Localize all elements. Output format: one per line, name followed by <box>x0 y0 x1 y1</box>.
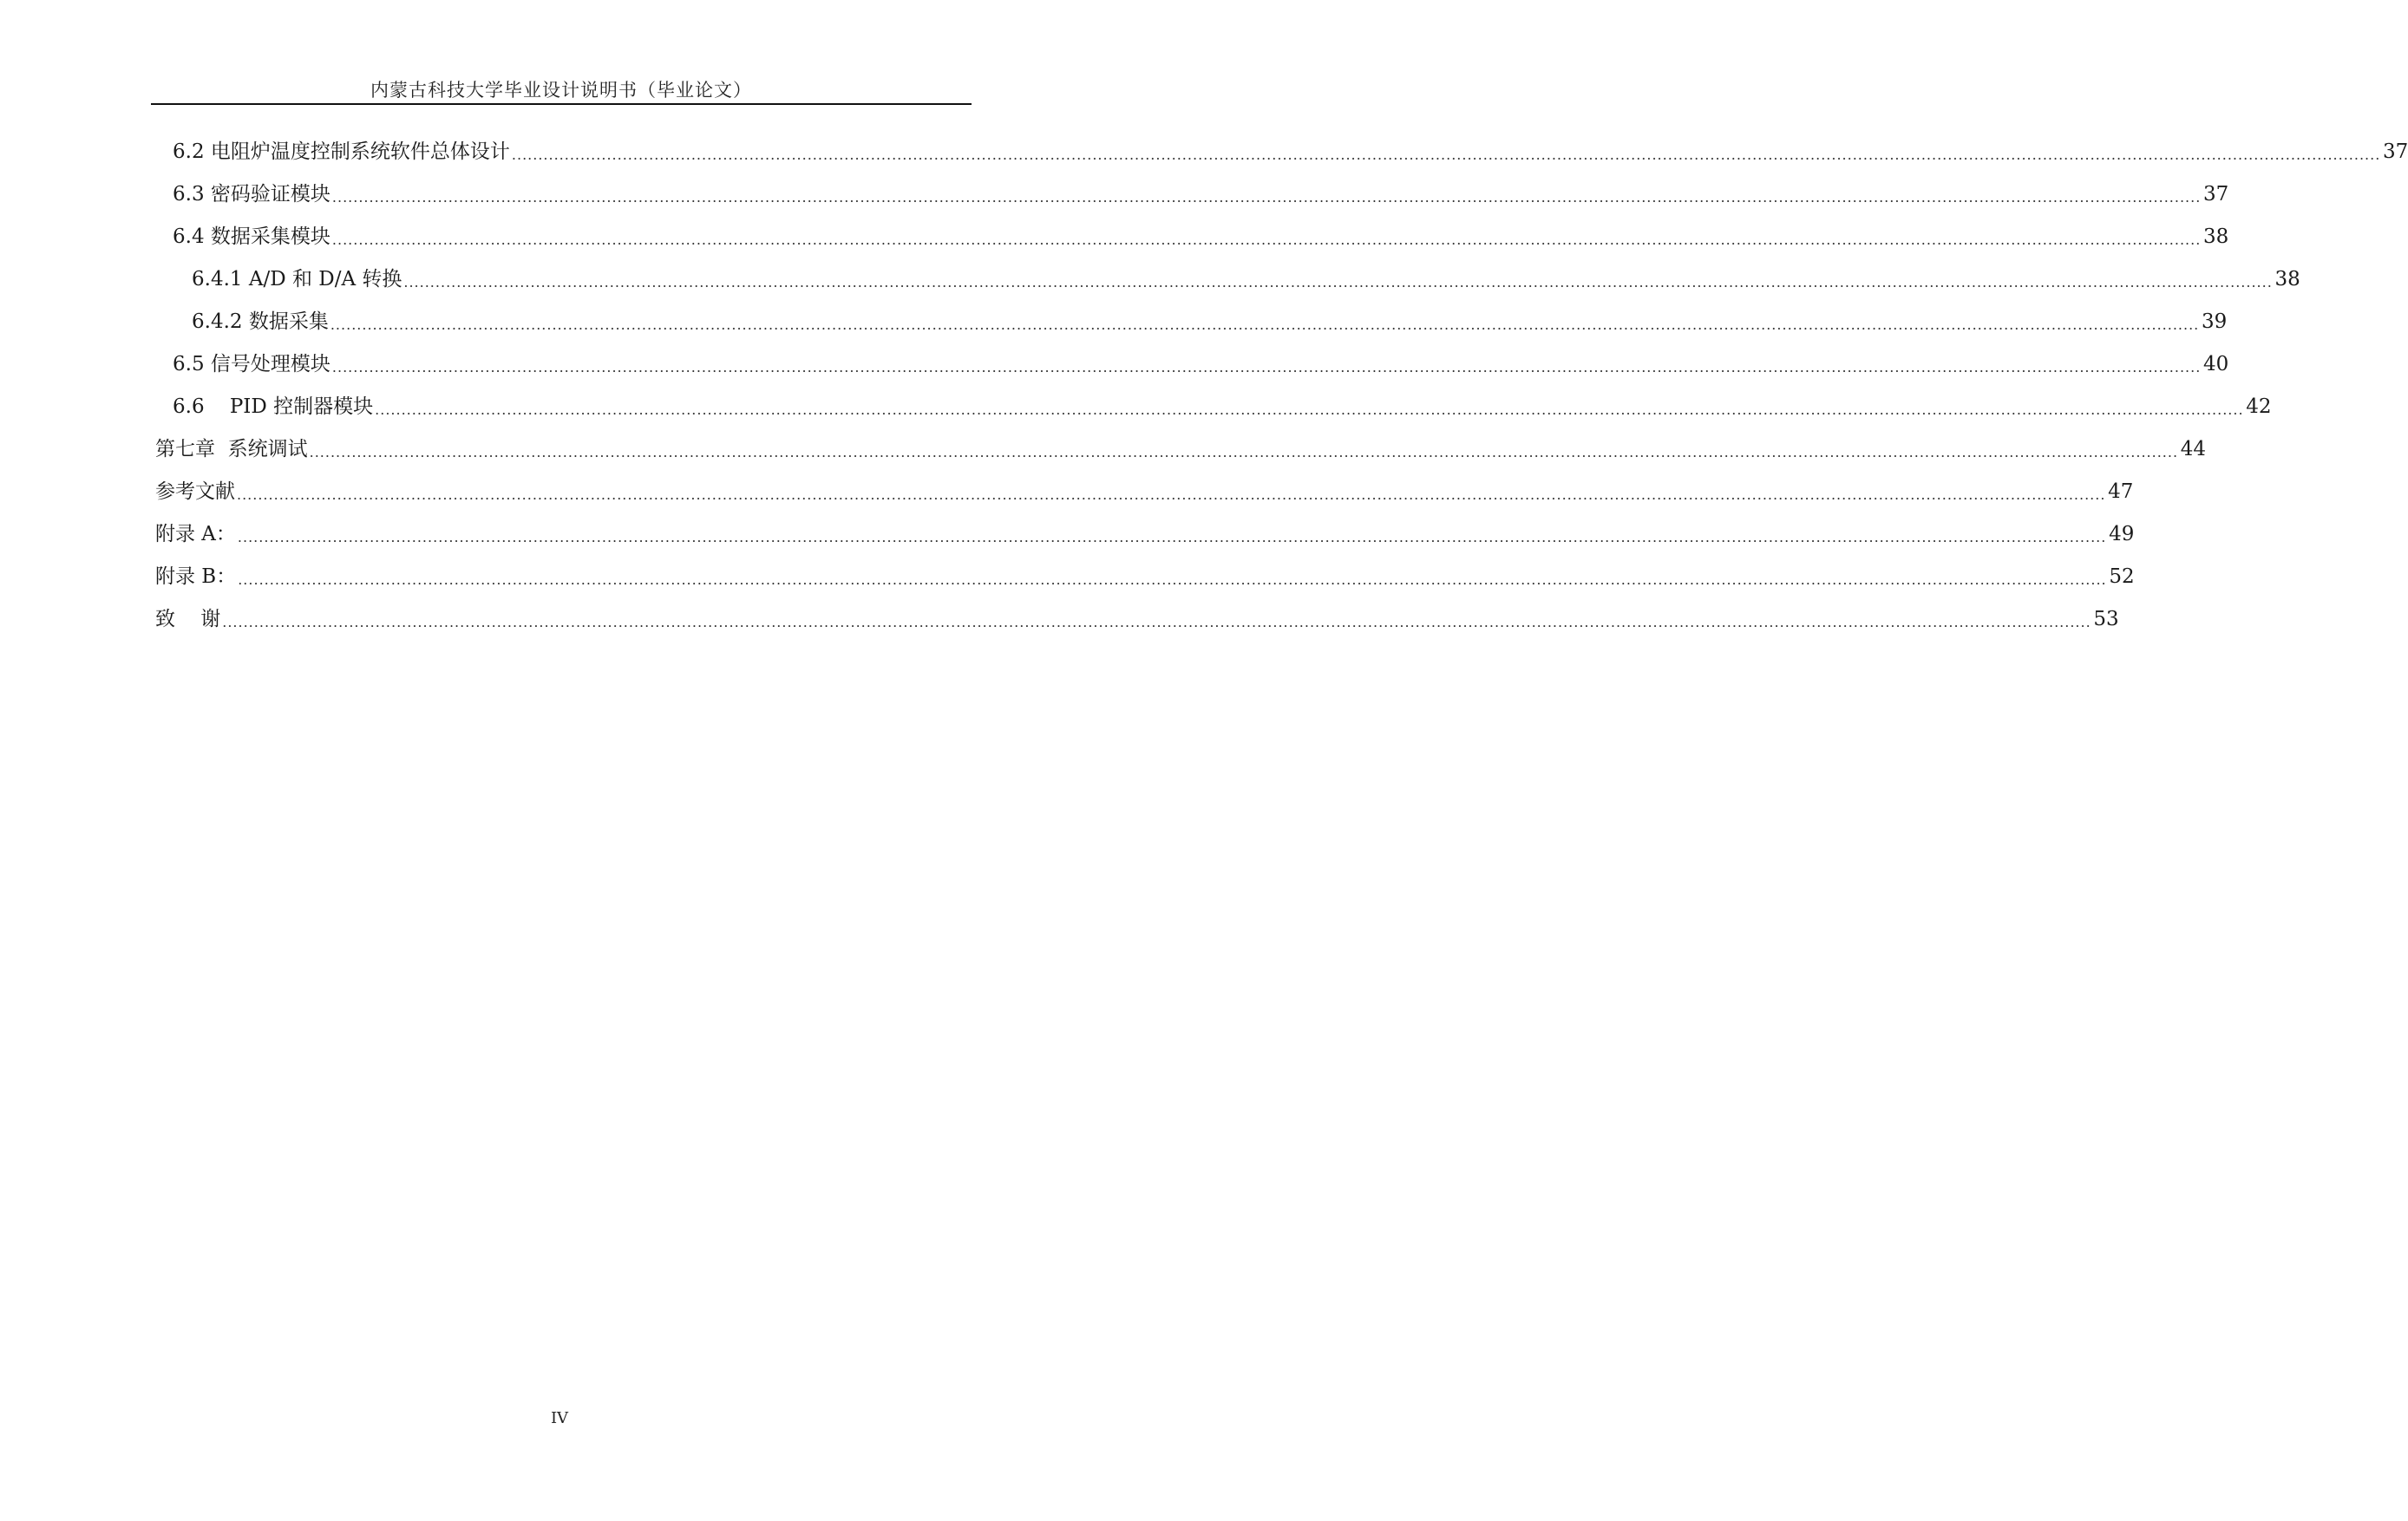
toc-dot-leader: .................................................................................................................................................................................................................................................................................................................................................................. <box>237 528 2107 545</box>
toc-dot-leader: .................................................................................................................................................................................................................................................................................................................................................................. <box>331 188 2202 206</box>
table-of-contents <box>151 130 2408 640</box>
page-header-title: 内蒙古科技大学毕业设计说明书（毕业论文） <box>370 80 752 101</box>
toc-page-number: 37 <box>2203 182 2229 206</box>
toc-entry-6-2[interactable] <box>151 130 2408 173</box>
toc-entry-appendix-a[interactable] <box>151 512 2135 555</box>
toc-dot-leader: .................................................................................................................................................................................................................................................................................................................................................................. <box>238 571 2107 588</box>
toc-entry-6-4-2[interactable] <box>151 300 2228 343</box>
toc-dot-leader: .................................................................................................................................................................................................................................................................................................................................................................. <box>331 231 2202 248</box>
toc-page-number: 38 <box>2203 225 2229 248</box>
toc-dot-leader: .................................................................................................................................................................................................................................................................................................................................................................. <box>331 358 2202 375</box>
toc-page-number: 38 <box>2274 267 2300 290</box>
toc-entry-6-6[interactable] <box>151 385 2272 428</box>
toc-page-number: 47 <box>2108 480 2134 503</box>
toc-entry-chapter-7[interactable] <box>151 428 2207 470</box>
toc-page-number: 44 <box>2180 437 2207 460</box>
toc-entry-title: 6.4.1 A/D 和 D/A 转换 <box>192 267 402 290</box>
toc-entry-title: 6.4 数据采集模块 <box>173 225 330 248</box>
toc-entry-acknowledgements[interactable] <box>151 597 2119 640</box>
toc-page-number: 39 <box>2201 310 2228 333</box>
toc-page-number: 52 <box>2109 565 2135 588</box>
toc-page-number: 37 <box>2383 140 2408 163</box>
toc-entry-title: 6.3 密码验证模块 <box>173 182 330 206</box>
page-number-footer: IV <box>550 1409 569 1427</box>
toc-entry-title: 6.5 信号处理模块 <box>173 352 330 375</box>
toc-page-number: 49 <box>2109 522 2135 545</box>
toc-page-number: 40 <box>2203 352 2229 375</box>
toc-dot-leader: .................................................................................................................................................................................................................................................................................................................................................................. <box>237 486 2106 503</box>
toc-entry-title: 第七章 系统调试 <box>155 437 308 460</box>
toc-entry-6-4[interactable] <box>151 215 2229 258</box>
toc-entry-appendix-b[interactable] <box>151 555 2135 597</box>
toc-page-number: 53 <box>2093 607 2119 630</box>
toc-dot-leader: .................................................................................................................................................................................................................................................................................................................................................................. <box>403 273 2273 290</box>
toc-dot-leader: .................................................................................................................................................................................................................................................................................................................................................................. <box>309 443 2179 460</box>
toc-entry-references[interactable] <box>151 470 2134 512</box>
toc-entry-6-3[interactable] <box>151 173 2229 215</box>
toc-entry-title: 附录 B： <box>155 565 237 588</box>
toc-page-number: 42 <box>2246 395 2272 418</box>
toc-entry-title: 附录 A： <box>155 522 236 545</box>
toc-entry-title: 6.6 PID 控制器模块 <box>173 395 374 418</box>
toc-dot-leader: .................................................................................................................................................................................................................................................................................................................................................................. <box>511 146 2381 163</box>
toc-entry-6-5[interactable] <box>151 343 2229 385</box>
toc-dot-leader: .................................................................................................................................................................................................................................................................................................................................................................. <box>222 613 2091 630</box>
toc-entry-6-4-1[interactable] <box>151 258 2300 300</box>
toc-entry-title: 6.2 电阻炉温度控制系统软件总体设计 <box>173 140 510 163</box>
header-rule <box>151 103 972 105</box>
toc-entry-title: 参考文献 <box>155 480 235 503</box>
toc-entry-title: 6.4.2 数据采集 <box>192 310 329 333</box>
toc-entry-title: 致 谢 <box>155 607 221 630</box>
toc-dot-leader: .................................................................................................................................................................................................................................................................................................................................................................. <box>375 401 2244 418</box>
toc-dot-leader: .................................................................................................................................................................................................................................................................................................................................................................. <box>330 316 2200 333</box>
